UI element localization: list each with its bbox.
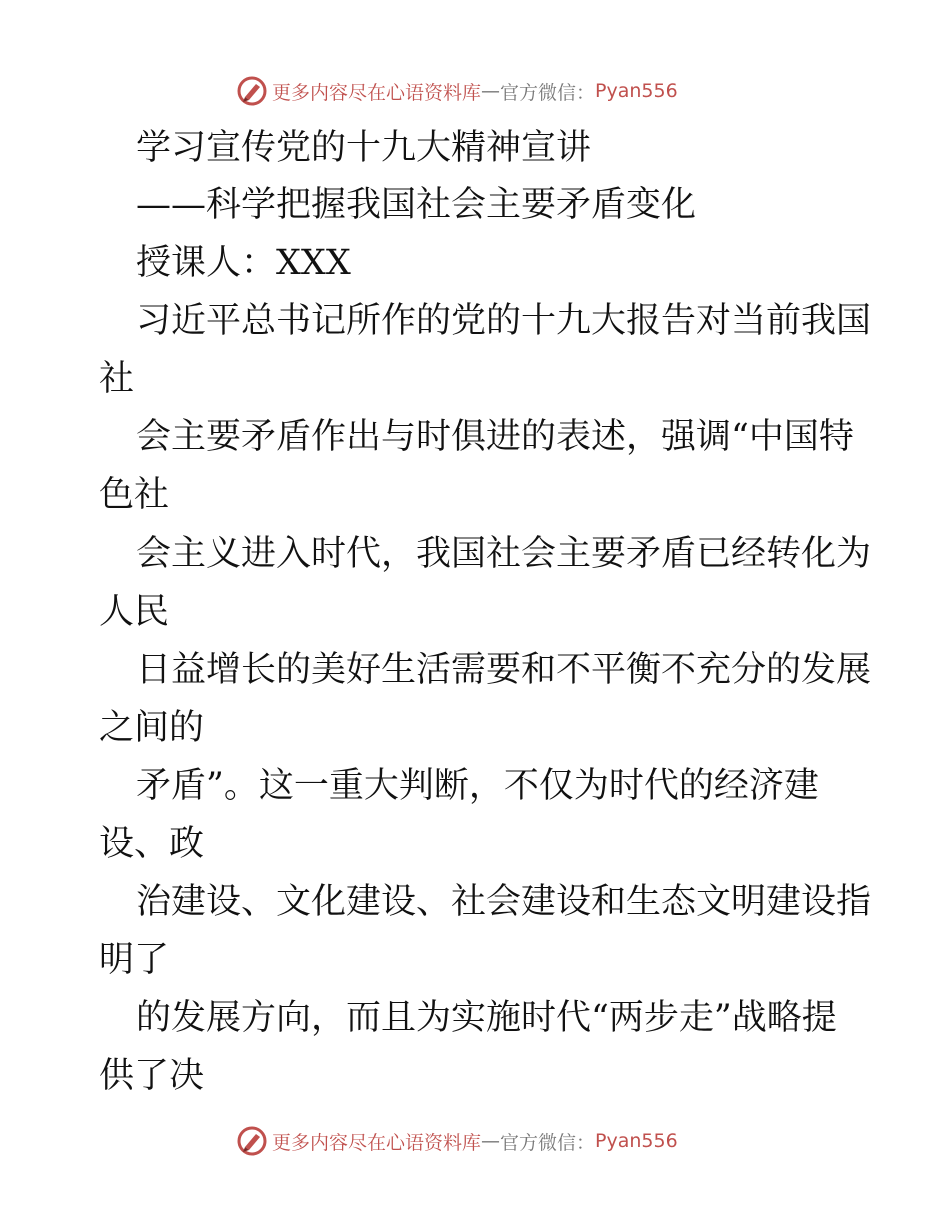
text-line: 设、政 — [99, 824, 205, 864]
footer-watermark — [236, 1124, 678, 1158]
watermark-brand: Pyan556 — [595, 1130, 678, 1152]
text-line: 供了决 — [99, 1056, 205, 1096]
watermark-sub-text: 官方微信： — [500, 1131, 596, 1154]
text-line: 社 — [99, 359, 135, 399]
watermark-main-text: 更多内容尽在心语资料库 — [272, 1131, 482, 1154]
text-line: 之间的 — [99, 708, 205, 748]
text-line: 矛盾”。这一重大判断，不仅为时代的经济建 — [136, 766, 819, 806]
text-line: 色社 — [99, 475, 170, 515]
header-watermark — [236, 74, 678, 108]
watermark-dash: — — [481, 1130, 501, 1152]
watermark-sub-text: 官方微信： — [500, 81, 596, 104]
text-line: 会主要矛盾作出与时俱进的表述，强调“中国特 — [136, 417, 854, 457]
doc-title: 学习宣传党的十九大精神宣讲 — [136, 128, 592, 168]
pen-logo-icon — [236, 1125, 268, 1157]
text-line: 治建设、文化建设、社会建设和生态文明建设指 — [136, 882, 872, 922]
watermark-dash: — — [481, 80, 501, 102]
doc-subtitle: ——科学把握我国社会主要矛盾变化 — [136, 185, 697, 225]
text-line: 人民 — [99, 592, 170, 632]
watermark-brand: Pyan556 — [595, 80, 678, 102]
text-line: 明了 — [99, 940, 170, 980]
text-line: 习近平总书记所作的党的十九大报告对当前我国 — [136, 301, 872, 341]
text-line: 的发展方向，而且为实施时代“两步走”战略提 — [136, 998, 837, 1038]
doc-lecturer: 授课人：XXX — [136, 243, 351, 283]
text-line: 会主义进入时代，我国社会主要矛盾已经转化为 — [136, 534, 872, 574]
watermark-main-text: 更多内容尽在心语资料库 — [272, 81, 482, 104]
pen-logo-icon — [236, 75, 268, 107]
text-line: 日益增长的美好生活需要和不平衡不充分的发展 — [136, 650, 872, 690]
